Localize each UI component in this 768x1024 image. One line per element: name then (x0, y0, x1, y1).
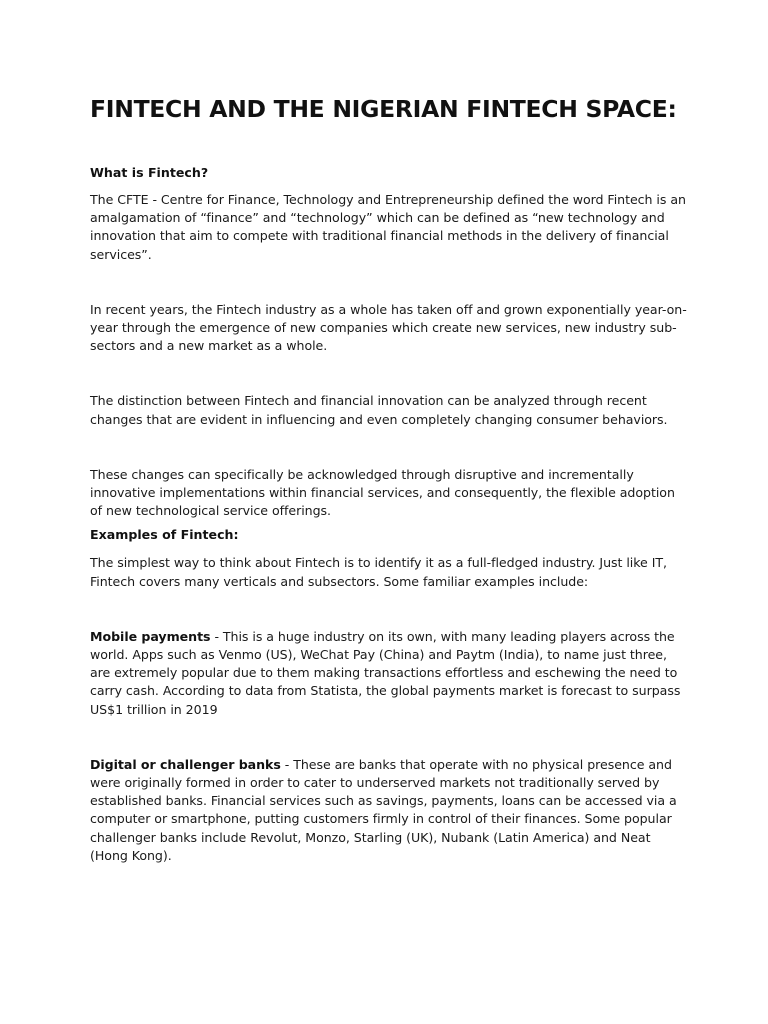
document-body (90, 94, 688, 865)
mobile-payments-body: - This is a huge industry on its own, with many leading players across the world. Apps such as Venmo (US), WeChat Pay (China) and Paytm (India), to name just three, are extremely popular due to them making transactions effortless and eschewing the need to carry cash. According to data from Statista, the global payments market is forecast to surpass US$1 trillion in 2019 (90, 628, 681, 717)
digital-banks-paragraph (90, 756, 688, 865)
what-is-fintech-heading: What is Fintech? (90, 165, 209, 180)
digital-banks-body: - These are banks that operate with no physical presence and were originally formed in order to cater to underserved markets not traditionally served by established banks. Financial services such as savings, payments, loans can be accessed via a computer or smartphone, putting customers firmly in control of their finances. Some popular challenger banks include Revolut, Monzo, Starling (UK), Nubank (Latin America) and Neat (Hong Kong). (90, 756, 677, 863)
recent-years-paragraph: In recent years, the Fintech industry as a whole has taken off and grown exponentially year-on-year through the emergence of new companies which create new services, new industry sub-sectors and a new market as a whole. (90, 301, 687, 354)
examples-of-fintech-heading: Examples of Fintech: (90, 527, 239, 543)
digital-banks-lead: Digital or challenger banks (90, 756, 281, 772)
simplest-way-paragraph: The simplest way to think about Fintech is to identify it as a full-fledged industry. Just like IT, Fintech covers many verticals and subsectors. Some familiar examples include: (90, 555, 667, 589)
page-title: FINTECH AND THE NIGERIAN FINTECH SPACE: (90, 95, 677, 123)
mobile-payments-paragraph (90, 628, 688, 719)
changes-paragraph: These changes can specifically be acknowledged through disruptive and incrementally innovative implementations within financial services, and consequently, the flexible adoption of new technological service offerings. (90, 466, 675, 519)
distinction-paragraph: The distinction between Fintech and financial innovation can be analyzed through recent changes that are evident in influencing and even completely changing consumer behaviors. (90, 393, 668, 427)
mobile-payments-lead: Mobile payments (90, 628, 211, 644)
cfte-definition-paragraph: The CFTE - Centre for Finance, Technology and Entrepreneurship defined the word Fintech is an amalgamation of “finance” and “technology” which can be defined as “new technology and innovation that aim to compete with traditional financial methods in the delivery of financial services”. (90, 192, 686, 262)
